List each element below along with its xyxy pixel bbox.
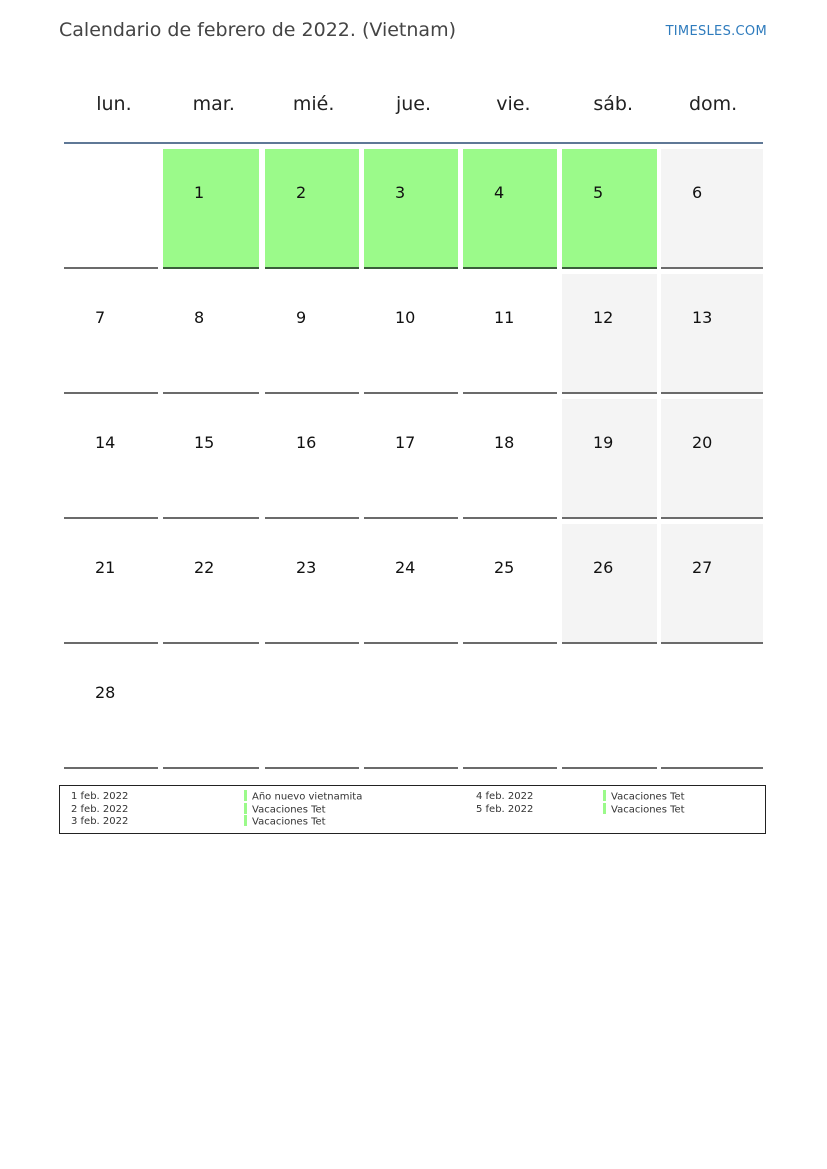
day-number: 15: [194, 433, 215, 452]
day-cell: [562, 399, 657, 519]
day-cell: [661, 399, 763, 519]
day-cell: [661, 274, 763, 394]
empty-day-cell: [265, 649, 359, 769]
legend-holiday-name: Vacaciones Tet: [252, 816, 326, 828]
weekday-label: dom.: [688, 93, 738, 115]
day-number: 2: [296, 183, 307, 202]
legend-date: 4 feb. 2022: [476, 791, 534, 802]
empty-day-cell: [64, 149, 158, 269]
day-cell: [265, 524, 359, 644]
legend-holiday-name: Vacaciones Tet: [252, 804, 326, 815]
week-row: [64, 649, 763, 774]
day-number: 27: [692, 558, 713, 577]
empty-day-cell: [562, 649, 657, 769]
weekday-label: sáb.: [593, 93, 634, 115]
day-cell: [163, 399, 259, 519]
day-number: 10: [395, 308, 416, 327]
legend-names-left: [244, 791, 362, 829]
day-cell: [463, 399, 557, 519]
day-number: 8: [194, 308, 205, 327]
day-number: 7: [95, 308, 106, 327]
day-number: 19: [593, 433, 614, 452]
brand-link[interactable]: TIMESLES.COM: [665, 24, 767, 39]
legend-entry: [244, 804, 362, 817]
day-number: 18: [494, 433, 515, 452]
day-cell: [562, 274, 657, 394]
holiday-color-marker: [603, 790, 606, 801]
day-cell: [64, 649, 158, 769]
holiday-color-marker: [244, 803, 247, 814]
holiday-color-marker: [603, 803, 606, 814]
day-number: 6: [692, 183, 703, 202]
day-number: 3: [395, 183, 406, 202]
weekday-label: mar.: [192, 93, 235, 115]
legend-date: 3 feb. 2022: [71, 816, 129, 827]
page-title: Calendario de febrero de 2022. (Vietnam): [59, 19, 456, 41]
legend-names-right: [603, 791, 685, 816]
day-cell: [163, 274, 259, 394]
empty-day-cell: [364, 649, 458, 769]
day-number: 17: [395, 433, 416, 452]
day-number: 23: [296, 558, 317, 577]
legend-date: 2 feb. 2022: [71, 803, 129, 815]
empty-day-cell: [163, 649, 259, 769]
day-cell: [163, 524, 259, 644]
day-number: 11: [494, 308, 515, 327]
week-row: [64, 399, 763, 524]
day-cell: [463, 149, 557, 269]
day-cell: [364, 524, 458, 644]
day-cell: [661, 524, 763, 644]
day-cell: [64, 399, 158, 519]
legend-entry: [603, 791, 685, 804]
legend-date: 5 feb. 2022: [476, 803, 534, 815]
legend-holiday-name: Vacaciones Tet: [611, 791, 685, 803]
day-cell: [265, 149, 359, 269]
day-cell: [463, 274, 557, 394]
holiday-legend: [59, 785, 766, 834]
day-number: 25: [494, 558, 515, 577]
day-cell: [364, 149, 458, 269]
day-cell: [265, 399, 359, 519]
day-cell: [265, 274, 359, 394]
day-cell: [661, 149, 763, 269]
day-number: 13: [692, 308, 713, 327]
week-row: [64, 524, 763, 649]
calendar-grid: [64, 149, 763, 774]
day-cell: [64, 524, 158, 644]
day-number: 14: [95, 433, 116, 452]
holiday-color-marker: [244, 815, 247, 826]
legend-dates-left: [71, 791, 128, 829]
legend-entry: [244, 816, 362, 829]
legend-dates-right: [476, 791, 533, 816]
weekday-label: lun.: [96, 93, 132, 115]
day-number: 21: [95, 558, 116, 577]
day-number: 1: [194, 183, 205, 202]
legend-holiday-name: Vacaciones Tet: [611, 804, 685, 815]
legend-entry: [244, 791, 362, 804]
day-number: 20: [692, 433, 713, 452]
day-number: 16: [296, 433, 317, 452]
weekday-label: jue.: [395, 93, 432, 115]
legend-entry: [603, 804, 685, 817]
day-cell: [364, 274, 458, 394]
day-number: 22: [194, 558, 215, 577]
day-number: 24: [395, 558, 416, 577]
empty-day-cell: [661, 649, 763, 769]
day-number: 5: [593, 183, 604, 202]
weekday-label: vie.: [496, 93, 531, 115]
day-number: 4: [494, 183, 505, 202]
empty-day-cell: [463, 649, 557, 769]
legend-holiday-name: Año nuevo vietnamita: [252, 791, 363, 803]
weekday-label: mié.: [292, 93, 335, 115]
holiday-color-marker: [244, 790, 247, 801]
day-number: 28: [95, 683, 116, 702]
header-divider: [64, 142, 763, 144]
day-number: 12: [593, 308, 614, 327]
weekday-header: [64, 84, 763, 124]
day-cell: [562, 524, 657, 644]
day-cell: [463, 524, 557, 644]
day-cell: [64, 274, 158, 394]
day-number: 9: [296, 308, 307, 327]
day-cell: [562, 149, 657, 269]
day-number: 26: [593, 558, 614, 577]
week-row: [64, 149, 763, 274]
day-cell: [163, 149, 259, 269]
week-row: [64, 274, 763, 399]
legend-date: 1 feb. 2022: [71, 791, 129, 802]
day-cell: [364, 399, 458, 519]
